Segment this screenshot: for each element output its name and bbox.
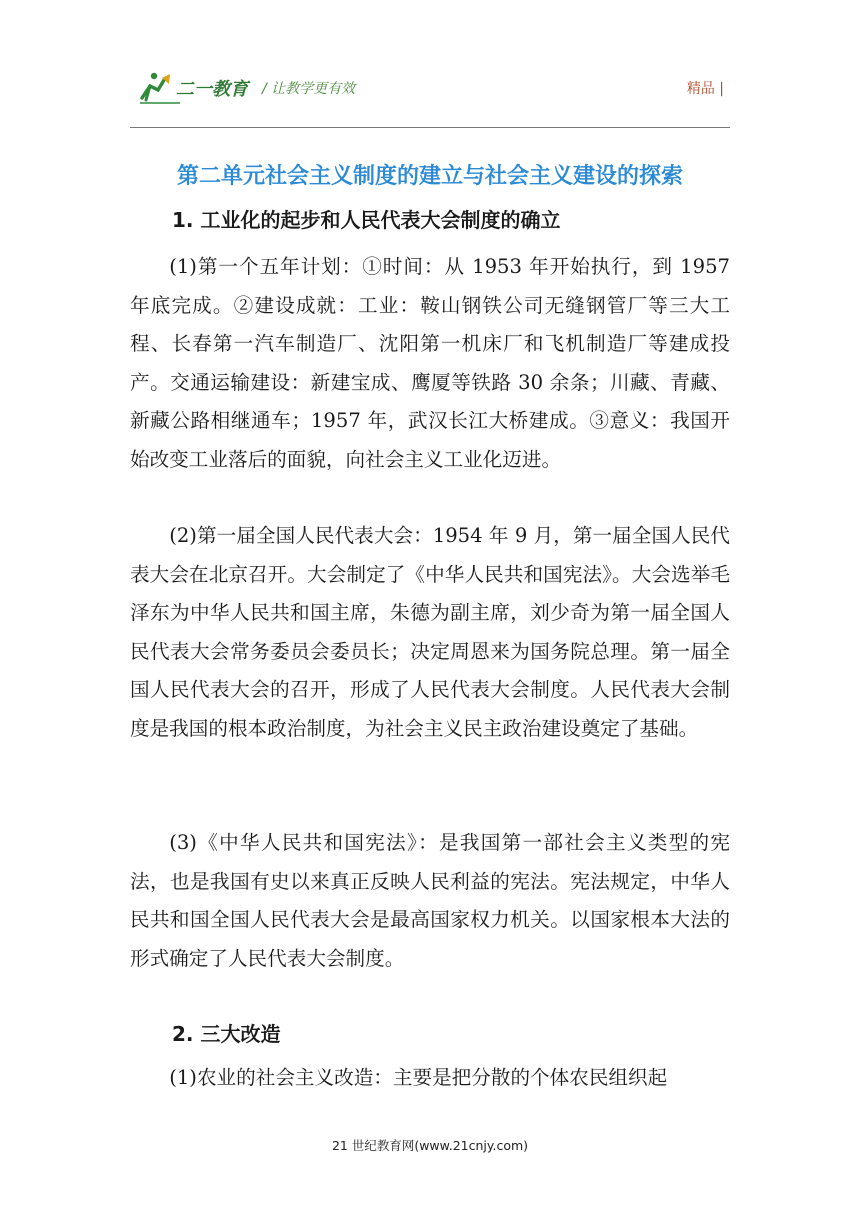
quality-badge: 精品 |: [686, 81, 724, 97]
paragraph-npc: (2)第一届全国人民代表大会：1954 年 9 月，第一届全国人民代表大会在北京召开。大会制定了《中华人民共和国宪法》。大会选举毛泽东为中华人民共和国主席，朱德为副主席，刘少奇为第一届全国人民代表大会常务委员会委员长；决定周恩来为国务院总理。第一届全国人民代表大会的召开，形成了人民代表大会制度。人民代表大会制度是我国的根本政治制度，为社会主义民主政治建设奠定了基础。: [130, 524, 730, 740]
slogan: / 让教学更有效: [262, 81, 356, 97]
logo-text: 二一教育: [176, 79, 248, 100]
section-heading-1: 1. 工业化的起步和人民代表大会制度的确立: [172, 208, 561, 232]
paragraph-agriculture: (1)农业的社会主义改造：主要是把分散的个体农民组织起: [169, 1066, 668, 1089]
paragraph-five-year-plan: (1)第一个五年计划：①时间：从 1953 年开始执行，到 1957 年底完成。②建设成就：工业：鞍山钢铁公司无缝钢管厂等三大工程、长春第一汽车制造厂、沈阳第一机床厂和飞机制造厂等建成投产。交通运输建设：新建宝成、鹰厦等铁路 30 余条；川藏、青藏、新藏公路相继通车；1957 年，武汉长江大桥建成。③意义：我国开始改变工业落后的面貌，向社会主义工业化迈进。: [130, 255, 730, 471]
page-header: [130, 68, 730, 108]
page-title: 第二单元社会主义制度的建立与社会主义建设的探索: [176, 164, 683, 189]
header-divider: [130, 127, 730, 128]
page-footer: 21 世纪教育网(www.21cnjy.com): [331, 1138, 529, 1153]
paragraph-constitution: (3)《中华人民共和国宪法》：是我国第一部社会主义类型的宪法，也是我国有史以来真正反映人民利益的宪法。宪法规定，中华人民共和国全国人民代表大会是最高国家权力机关。以国家根本大法的形式确定了人民代表大会制度。: [130, 831, 730, 970]
section-heading-2: 2. 三大改造: [172, 1022, 281, 1046]
logo: [136, 70, 254, 106]
